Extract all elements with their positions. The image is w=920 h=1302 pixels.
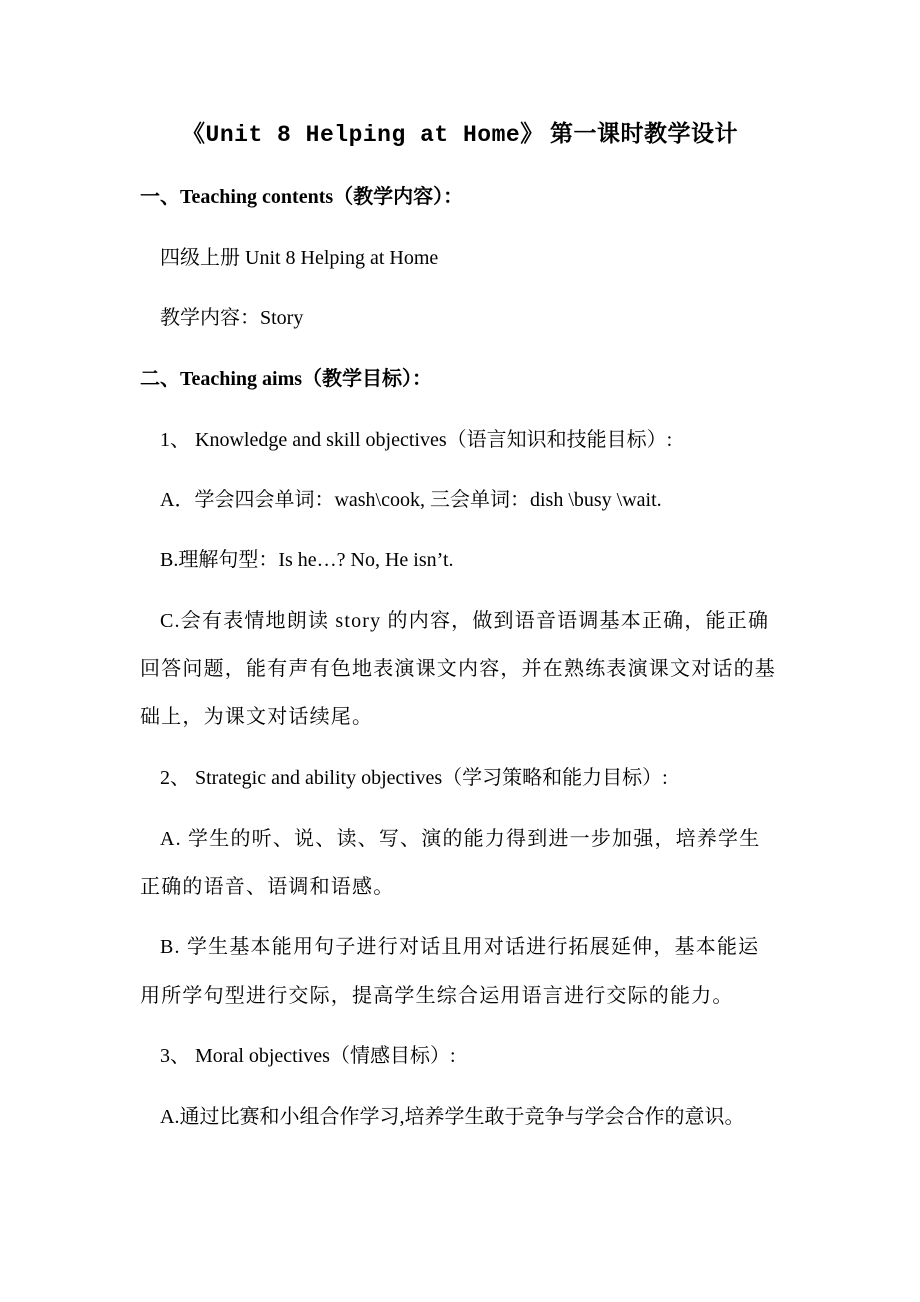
section-heading-aims: 二、Teaching aims（教学目标）： bbox=[140, 368, 433, 390]
strategic-item-b-line1: B. 学生基本能用句子进行对话且用对话进行拓展延伸，基本能运 bbox=[160, 936, 760, 958]
moral-objectives-heading: 3、 Moral objectives（情感目标）: bbox=[160, 1045, 456, 1067]
contents-topic: 教学内容：Story bbox=[160, 307, 304, 329]
knowledge-item-a: A．学会四会单词：wash\cook, 三会单词：dish \busy \wait. bbox=[160, 489, 662, 511]
knowledge-objectives-heading: 1、 Knowledge and skill objectives（语言知识和技能目标）: bbox=[160, 429, 673, 451]
strategic-item-b-line2: 用所学句型进行交际，提高学生综合运用语言进行交际的能力。 bbox=[140, 985, 734, 1007]
title-unit: 《Unit 8 Helping at Home》 bbox=[182, 122, 544, 148]
knowledge-item-c-line2: 回答问题，能有声有色地表演课文内容，并在熟练表演课文对话的基 bbox=[140, 658, 776, 680]
knowledge-item-b: B.理解句型：Is he…? No, He isn’t. bbox=[160, 549, 454, 571]
page-title bbox=[0, 120, 920, 149]
strategic-objectives-heading: 2、 Strategic and ability objectives（学习策略和能力目标）: bbox=[160, 767, 668, 789]
contents-book: 四级上册 Unit 8 Helping at Home bbox=[160, 247, 439, 269]
section-heading-contents: 一、Teaching contents（教学内容）： bbox=[140, 186, 464, 208]
title-lesson: 第一课时教学设计 bbox=[543, 121, 738, 146]
strategic-item-a-line1: A. 学生的听、说、读、写、演的能力得到进一步加强，培养学生 bbox=[160, 828, 761, 850]
strategic-item-a-line2: 正确的语音、语调和语感。 bbox=[140, 876, 395, 898]
knowledge-item-c-line1: C.会有表情地朗读 story 的内容，做到语音语调基本正确，能正确 bbox=[160, 610, 770, 632]
knowledge-item-c-line3: 础上，为课文对话续尾。 bbox=[140, 706, 374, 728]
moral-item-a: A.通过比赛和小组合作学习,培养学生敢于竞争与学会合作的意识。 bbox=[160, 1106, 745, 1128]
